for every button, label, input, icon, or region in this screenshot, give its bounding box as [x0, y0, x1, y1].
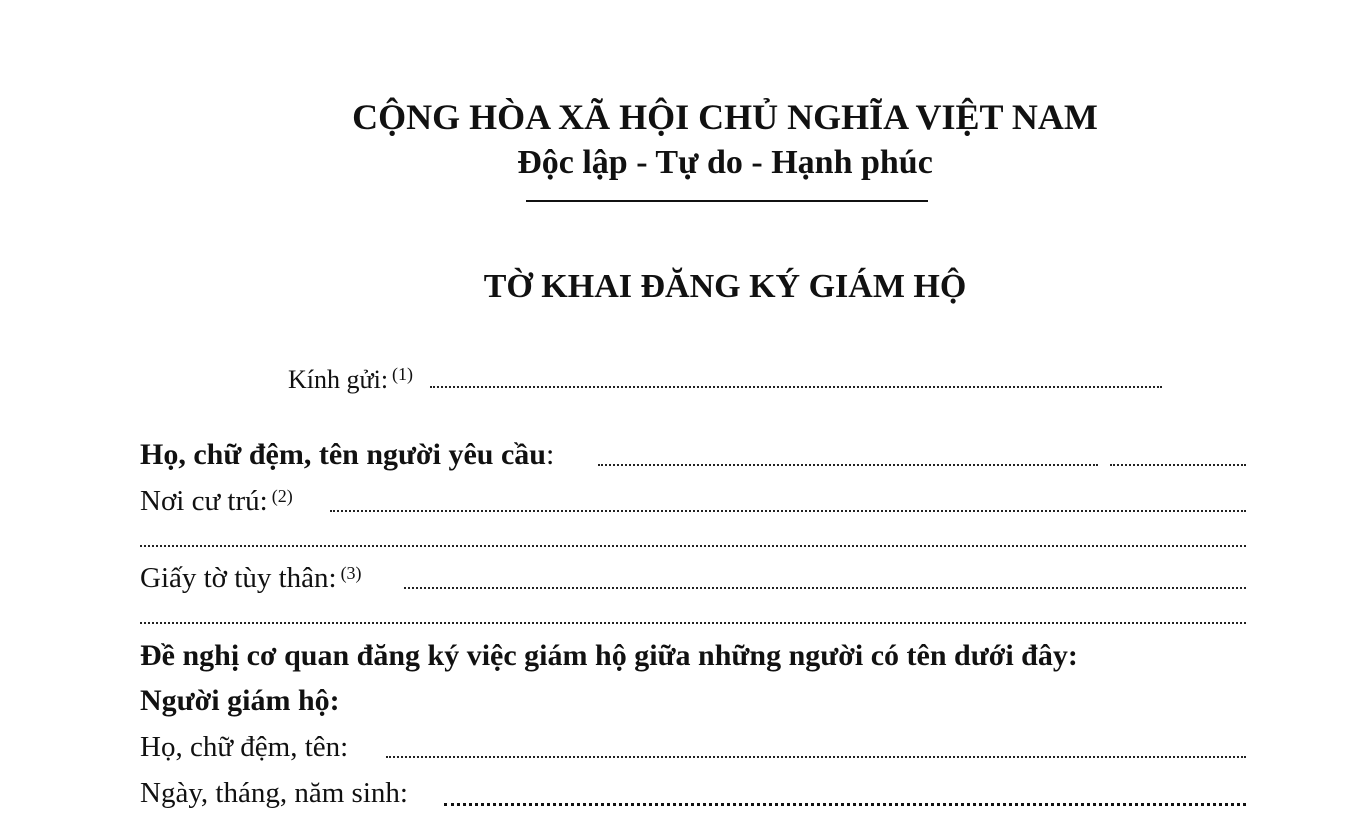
residence-field-line-2[interactable] — [140, 545, 1246, 547]
document-title: TỜ KHAI ĐĂNG KÝ GIÁM HỘ — [483, 268, 967, 305]
guardian-heading: Người giám hộ: — [140, 684, 340, 717]
id-papers-label: Giấy tờ tùy thân: — [140, 562, 337, 594]
requester-name-label: Họ, chữ đệm, tên người yêu cầu — [140, 438, 546, 471]
residence-line — [140, 485, 293, 518]
guardian-name-field[interactable] — [386, 756, 1246, 758]
requester-name-colon: : — [545, 438, 555, 471]
residence-footnote: (2) — [271, 486, 293, 506]
guardian-name-label: Họ, chữ đệm, tên: — [140, 731, 349, 763]
recipient-label: Kính gửi: — [288, 365, 389, 394]
requester-name-field-extra[interactable] — [1110, 464, 1246, 466]
guardian-dob-label: Ngày, tháng, năm sinh: — [140, 777, 408, 809]
id-papers-line — [140, 562, 362, 595]
residence-label: Nơi cư trú: — [140, 485, 268, 517]
residence-field[interactable] — [330, 510, 1246, 512]
id-papers-field-line-2[interactable] — [140, 622, 1246, 624]
country-name: CỘNG HÒA XÃ HỘI CHỦ NGHĨA VIỆT NAM — [352, 97, 1098, 137]
guardian-dob-field[interactable] — [444, 803, 1246, 806]
id-papers-footnote: (3) — [340, 563, 362, 583]
recipient-footnote: (1) — [392, 364, 414, 384]
requester-name-field[interactable] — [598, 464, 1098, 466]
request-statement: Đề nghị cơ quan đăng ký việc giám hộ giữa những người có tên dưới đây: — [140, 639, 1078, 672]
id-papers-field[interactable] — [404, 587, 1246, 589]
recipient-line — [288, 365, 413, 395]
recipient-field[interactable] — [430, 386, 1162, 388]
motto-underline — [526, 200, 928, 202]
national-motto: Độc lập - Tự do - Hạnh phúc — [517, 144, 933, 181]
requester-name-line — [140, 438, 554, 472]
